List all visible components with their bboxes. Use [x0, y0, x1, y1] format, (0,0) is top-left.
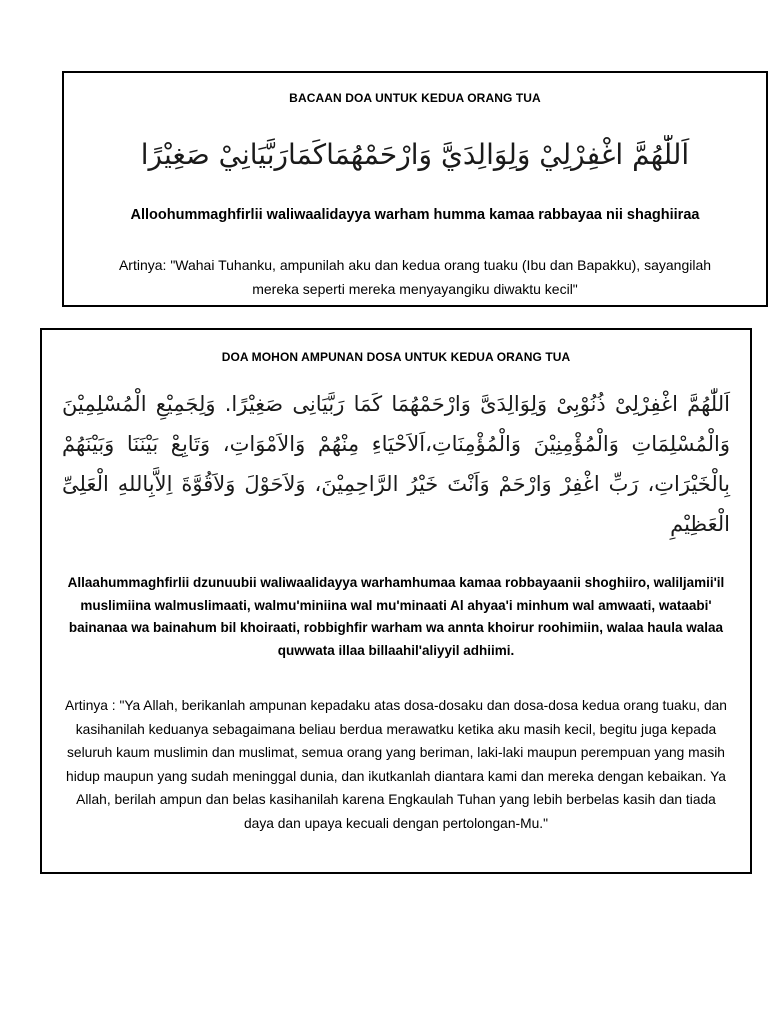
section-heading: DOA MOHON AMPUNAN DOSA UNTUK KEDUA ORANG TUA — [221, 350, 571, 364]
arabic-text: اَللّٰهُمَّ اغْفِرْلِىْ ذُنُوْبِىْ وَلِوَالِدَىَّ وَارْحَمْهُمَا كَمَا رَبَّيَانِى صَغِيْرًا. وَلِجَمِيْعِ الْمُسْلِمِيْنَ وَالْمُسْلِمَاتِ وَالْمُؤْمِنِيْنَ وَالْمُؤْمِنَاتِ،اَلاَحْيَاءِ مِنْهُمْ وَالاَمْوَاتِ، وَتَابِعْ بَيْنَنَا وَبَيْنَهُمْ بِالْخَيْرَاتِ، رَبِّ اغْفِرْ وَارْحَمْ وَاَنْتَ خَيْرُ الرَّاحِمِيْنَ، وَلاَحَوْلَ وَلاَقُوَّةَ اِلاَّبِاللهِ الْعَلِىِّ الْعَظِيْمِ — [62, 392, 730, 536]
arabic-text: اَللّٰهُمَّ اغْفِرْلِيْ وَلِوَالِدَيَّ وَارْحَمْهُمَاكَمَارَبَّيَانِيْ صَغِيْرًا — [140, 138, 690, 171]
meaning-text: Artinya: "Wahai Tuhanku, ampunilah aku dan kedua orang tuaku (Ibu dan Bapakku), sayangilah mereka seperti mereka menyayangiku diwaktu kecil" — [118, 257, 712, 297]
prayer-box-forgiveness — [40, 328, 752, 874]
meaning-text: Artinya : "Ya Allah, berikanlah ampunan kepadaku atas dosa-dosaku dan dosa-dosa kedua orang tuaku, dan kasihanilah keduanya sebagaimana beliau berdua merawatku ketika aku masih kecil, begitu juga kepada seluruh kaum muslimin dan muslimat, semua orang yang beriman, laki-laki maupun perempuan yang masih hidup maupun yang sudah meninggal dunia, dan ikutkanlah diantara kami dan mereka dengan kebaikan. Ya Allah, berilah ampun dan belas kasihanilah karena Engkaulah Tuhan yang lebih berbelas kasih dan tiada daya dan upaya kecuali dengan pertolongan-Mu." — [65, 698, 727, 831]
section-heading: BACAAN DOA UNTUK KEDUA ORANG TUA — [289, 91, 541, 105]
prayer-box-parents — [62, 71, 768, 307]
transliteration-text: Allaahummaghfirlii dzunuubii waliwaalidayya warhamhumaa kamaa robbayaanii shoghiiro, waliljamii'il muslimiina walmuslimaati, walmu'miniina wal mu'minaati Al ahyaa'i minhum wal amwaati, wataabi' bainanaa wa bainahum bil khoiraati, robbighfir warham wa annta khoirur roohimiin, walaa haula walaa quwwata illaa billaahil'aliyyil adhiimi. — [67, 575, 725, 658]
transliteration-text: Alloohummaghfirlii waliwaalidayya warham humma kamaa rabbayaa nii shaghiiraa — [130, 207, 700, 223]
